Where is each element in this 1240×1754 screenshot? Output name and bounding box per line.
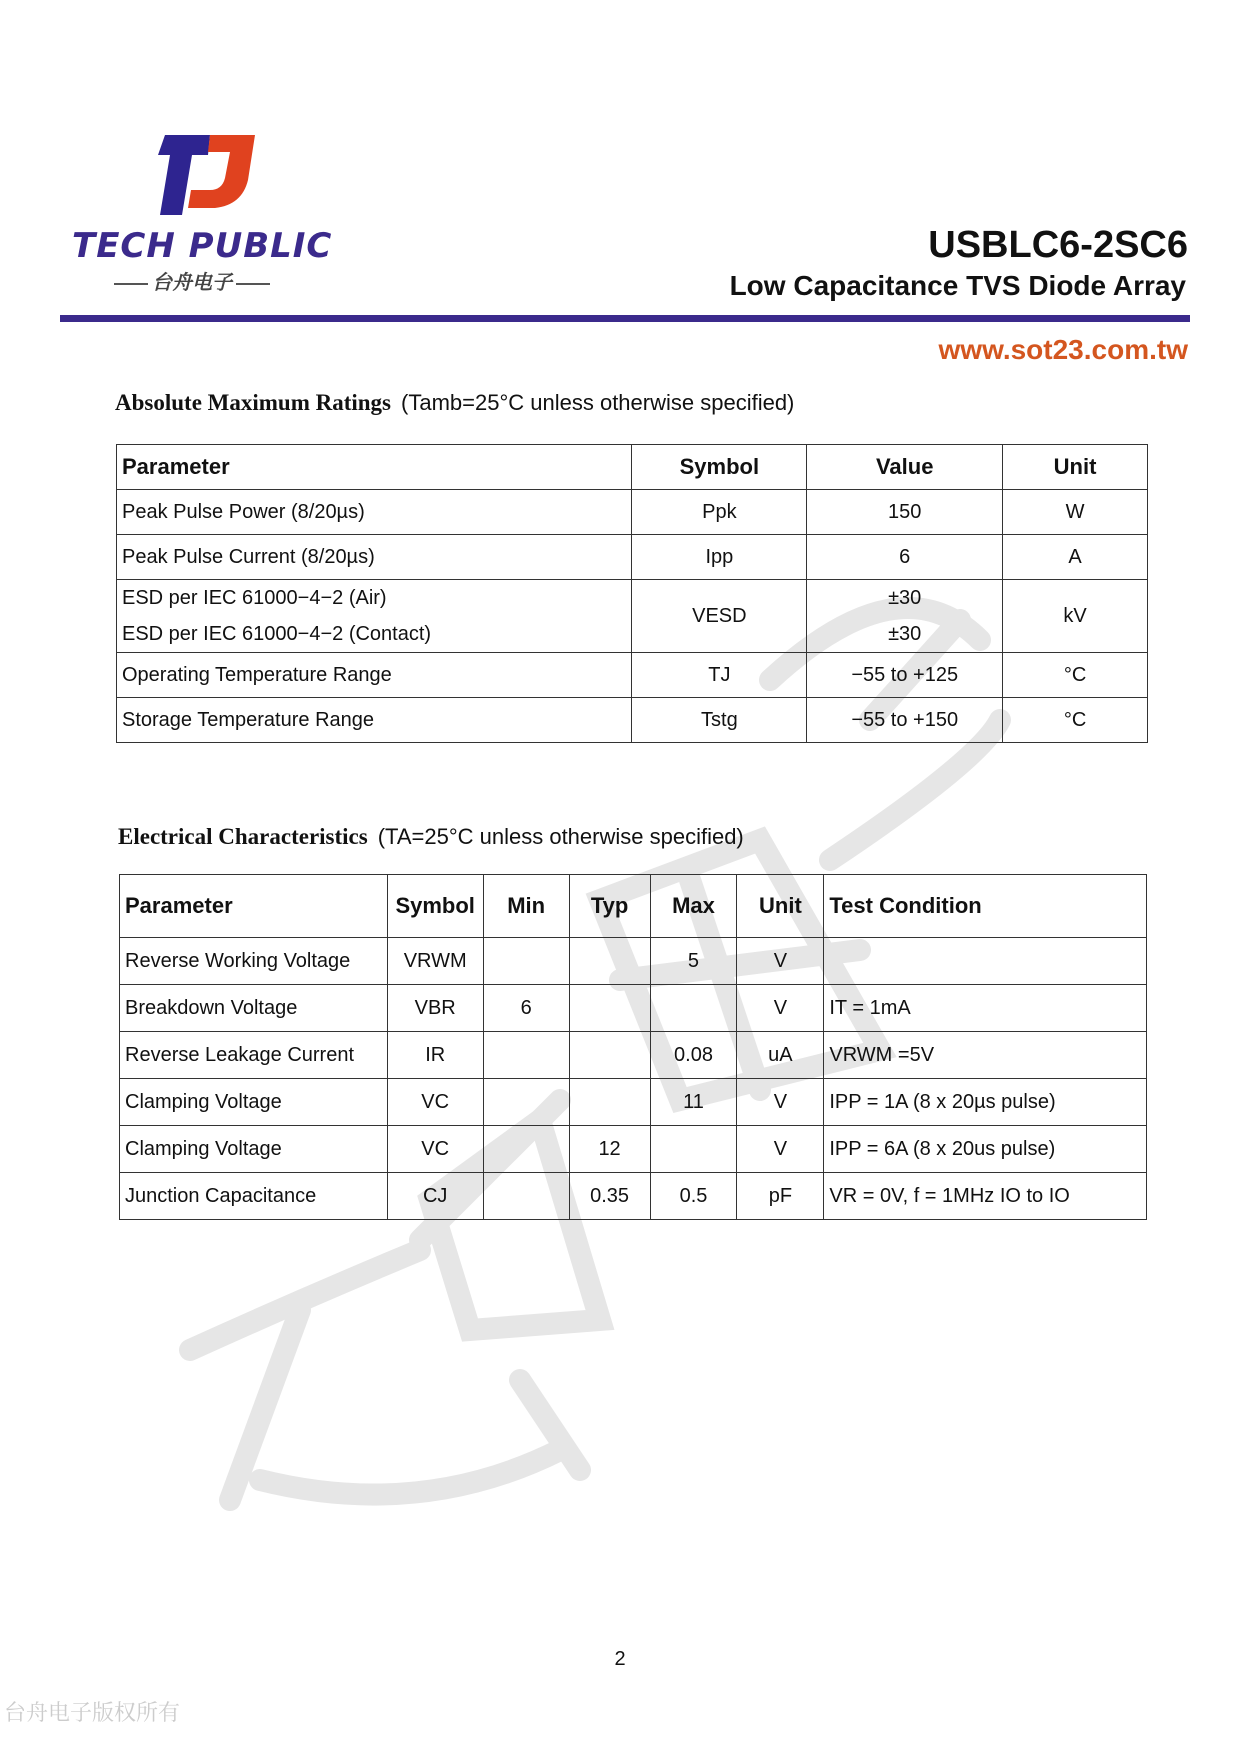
table-row	[117, 580, 1148, 653]
parameter-cell: Operating Temperature Range	[117, 653, 632, 698]
symbol-cell: Tstg	[632, 698, 807, 743]
min-cell: 6	[483, 985, 569, 1032]
condition-cell: VR = 0V, f = 1MHz IO to IO	[824, 1173, 1147, 1220]
parameter-cell: Clamping Voltage	[120, 1126, 388, 1173]
page-number: 2	[614, 1648, 626, 1670]
min-cell	[483, 1126, 569, 1173]
typ-cell: 12	[569, 1126, 650, 1173]
table-row	[120, 1079, 1147, 1126]
table-row	[120, 1032, 1147, 1079]
symbol-cell: Ipp	[632, 535, 807, 580]
typ-cell	[569, 938, 650, 985]
typ-cell: 0.35	[569, 1173, 650, 1220]
min-cell	[483, 1079, 569, 1126]
min-cell	[483, 1032, 569, 1079]
max-cell: 11	[650, 1079, 737, 1126]
table-header-row	[120, 875, 1147, 938]
typ-cell	[569, 1032, 650, 1079]
table-row	[117, 653, 1148, 698]
value-cell: −55 to +125	[807, 653, 1003, 698]
copyright-watermark: 台舟电子版权所有	[4, 1701, 181, 1726]
website-link[interactable]: www.sot23.com.tw	[938, 334, 1188, 365]
table-row	[120, 938, 1147, 985]
column-header: Unit	[1003, 445, 1148, 490]
max-cell: 0.08	[650, 1032, 737, 1079]
abs-max-section-title	[115, 390, 794, 416]
column-header: Test Condition	[824, 875, 1147, 938]
elec-title: Electrical Characteristics	[118, 824, 368, 849]
table-row	[117, 535, 1148, 580]
table-row	[117, 490, 1148, 535]
symbol-cell: Ppk	[632, 490, 807, 535]
logo-subtext: 台舟电子	[110, 266, 274, 295]
value-line: ±30	[888, 587, 922, 609]
abs-max-title: Absolute Maximum Ratings	[115, 390, 392, 415]
column-header: Parameter	[117, 445, 632, 490]
elec-section-title	[118, 824, 744, 850]
column-header: Min	[483, 875, 569, 938]
max-cell: 0.5	[650, 1173, 737, 1220]
symbol-cell: VC	[387, 1126, 483, 1173]
max-cell: 5	[650, 938, 737, 985]
unit-cell: V	[737, 985, 824, 1032]
parameter-cell: Peak Pulse Power (8/20µs)	[117, 490, 632, 535]
parameter-cell: Reverse Working Voltage	[120, 938, 388, 985]
unit-cell: uA	[737, 1032, 824, 1079]
symbol-cell: TJ	[632, 653, 807, 698]
unit-cell: °C	[1003, 698, 1148, 743]
parameter-line: ESD per IEC 61000−4−2 (Contact)	[122, 623, 432, 645]
max-cell	[650, 985, 737, 1032]
value-cell: 150	[807, 490, 1003, 535]
abs-max-note: (Tamb=25°C unless otherwise specified)	[401, 390, 795, 415]
symbol-cell: VESD	[632, 580, 807, 653]
column-header: Symbol	[632, 445, 807, 490]
max-cell	[650, 1126, 737, 1173]
typ-cell	[569, 985, 650, 1032]
unit-cell: A	[1003, 535, 1148, 580]
value-cell: 6	[807, 535, 1003, 580]
column-header: Typ	[569, 875, 650, 938]
table-row	[117, 698, 1148, 743]
value-cell: −55 to +150	[807, 698, 1003, 743]
header-divider	[60, 315, 1190, 322]
parameter-cell: Storage Temperature Range	[117, 698, 632, 743]
symbol-cell: VBR	[387, 985, 483, 1032]
column-header: Symbol	[387, 875, 483, 938]
unit-cell: °C	[1003, 653, 1148, 698]
symbol-cell: CJ	[387, 1173, 483, 1220]
electrical-table	[119, 874, 1147, 1220]
unit-cell: V	[737, 1079, 824, 1126]
unit-cell: V	[737, 938, 824, 985]
parameter-line: ESD per IEC 61000−4−2 (Air)	[122, 587, 387, 609]
column-header: Max	[650, 875, 737, 938]
symbol-cell: IR	[387, 1032, 483, 1079]
logo-text: TECH PUBLIC	[72, 226, 333, 266]
parameter-cell: Peak Pulse Current (8/20µs)	[117, 535, 632, 580]
unit-cell: W	[1003, 490, 1148, 535]
parameter-cell: Junction Capacitance	[120, 1173, 388, 1220]
document-subtitle: Low Capacitance TVS Diode Array	[729, 270, 1186, 301]
table-row	[120, 985, 1147, 1032]
abs-max-table	[116, 444, 1148, 743]
unit-cell: kV	[1003, 580, 1148, 653]
condition-cell	[824, 938, 1147, 985]
symbol-cell: VC	[387, 1079, 483, 1126]
value-cell	[807, 580, 1003, 653]
column-header: Value	[807, 445, 1003, 490]
elec-note: (TA=25°C unless otherwise specified)	[377, 824, 744, 849]
min-cell	[483, 938, 569, 985]
table-row	[120, 1126, 1147, 1173]
condition-cell: IPP = 1A (8 x 20µs pulse)	[824, 1079, 1147, 1126]
value-line: ±30	[888, 623, 922, 645]
unit-cell: V	[737, 1126, 824, 1173]
column-header: Unit	[737, 875, 824, 938]
parameter-cell: Breakdown Voltage	[120, 985, 388, 1032]
table-row	[120, 1173, 1147, 1220]
symbol-cell: VRWM	[387, 938, 483, 985]
parameter-cell: Reverse Leakage Current	[120, 1032, 388, 1079]
column-header: Parameter	[120, 875, 388, 938]
parameter-cell	[117, 580, 632, 653]
unit-cell: pF	[737, 1173, 824, 1220]
condition-cell: IT = 1mA	[824, 985, 1147, 1032]
parameter-cell: Clamping Voltage	[120, 1079, 388, 1126]
typ-cell	[569, 1079, 650, 1126]
part-number: USBLC6-2SC6	[928, 224, 1188, 266]
table-header-row	[117, 445, 1148, 490]
condition-cell: IPP = 6A (8 x 20us pulse)	[824, 1126, 1147, 1173]
condition-cell: VRWM =5V	[824, 1032, 1147, 1079]
min-cell	[483, 1173, 569, 1220]
